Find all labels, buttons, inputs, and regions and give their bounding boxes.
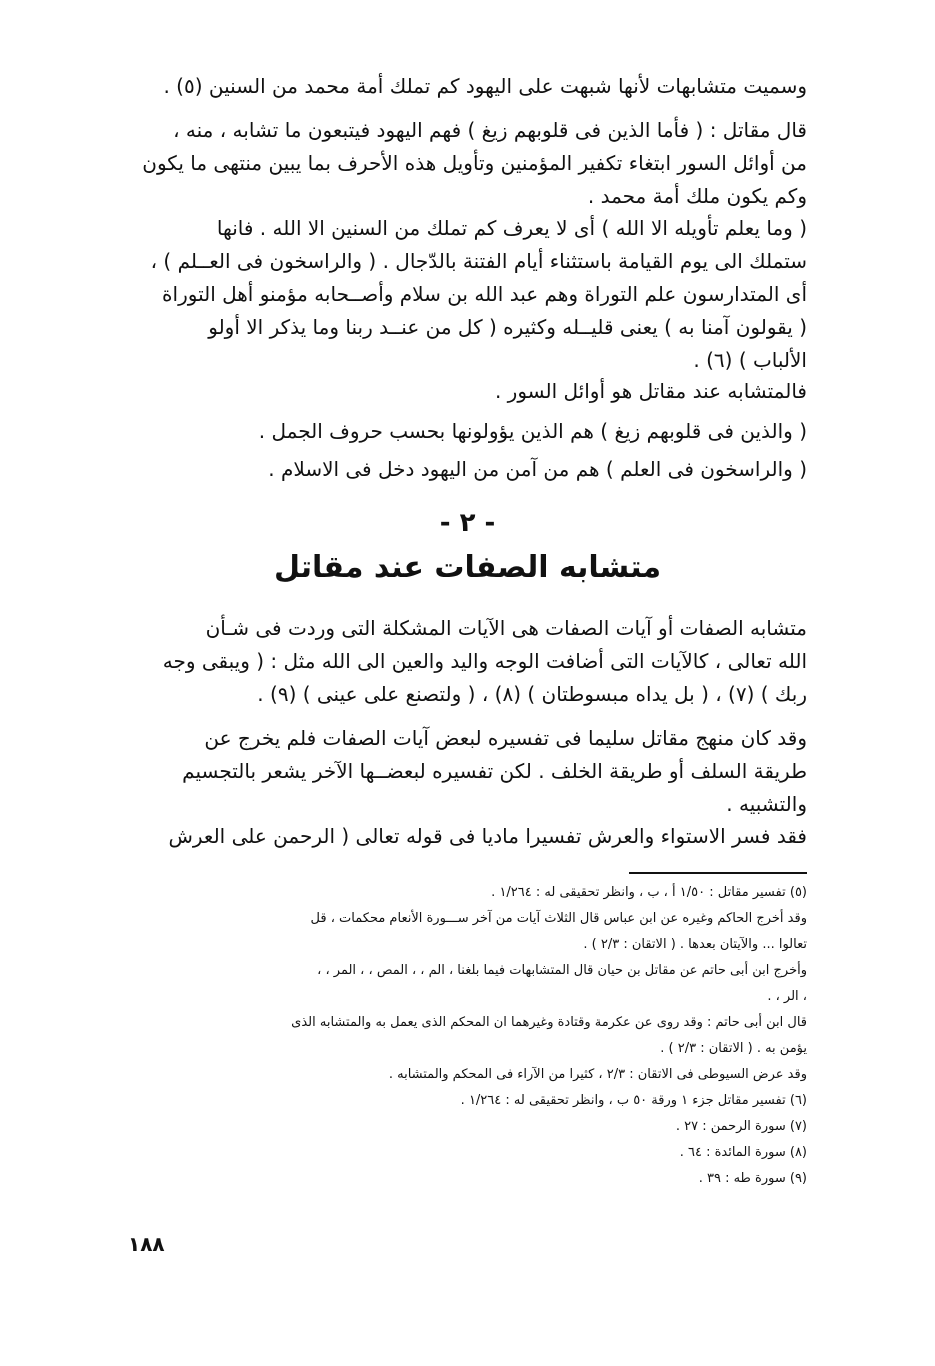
text-line: ( والذين فى قلوبهم زيغ ) هم الذين يؤولونها بحسب حروف الجمل . — [258, 419, 807, 443]
footnote: (٧) سورة الرحمن : ٢٧ . — [675, 1119, 807, 1134]
paragraph-method — [78, 722, 807, 821]
paragraph-summary-3 — [150, 453, 807, 486]
text-line: طريقة السلف أو طريقة الخلف . لكن تفسيره لبعضــها الآخر يشعر بالتجسيم — [182, 759, 807, 783]
text-line: فالمتشابه عند مقاتل هو أوائل السور . — [494, 379, 807, 403]
text-line: والتشبيه . — [726, 792, 807, 816]
section-title: متشابه الصفات عند مقاتل — [273, 550, 662, 585]
footnote: وقد عرض السيوطى فى الاتقان : ٢/٣ ، كثيرا من الآراء فى المحكم والمتشابه . — [388, 1067, 807, 1082]
section-number: - ٢ - — [439, 508, 496, 538]
paragraph-tawil — [78, 212, 807, 377]
paragraph-sifat-definition — [78, 612, 807, 711]
text-line: الله تعالى ، كالآيات التى أضافت الوجه واليد والعين الى الله مثل : ( ويبقى وجه — [162, 649, 807, 673]
text-line: ( يقولون آمنا به ) يعنى قليــله وكثيره ( كل من عنــد ربنا وما يذكر الا أولو — [208, 315, 807, 339]
text-line: متشابه الصفات أو آيات الصفات هى الآيات المشكلة التى وردت فى شـأن — [205, 616, 807, 640]
text-line: ستملك الى يوم القيامة باستثناء أيام الفتنة بالدّجال . ( والراسخون فى العــلم ) ، — [150, 249, 807, 273]
text-line: قال مقاتل : ( فأما الذين فى قلوبهم زيغ ) فهم اليهود فيتبعون ما تشابه ، منه ، — [173, 118, 807, 142]
page-number: ١٨٨ — [128, 1232, 165, 1256]
paragraph-summary-1 — [150, 375, 807, 408]
text-line: وكم يكون ملك أمة محمد . — [587, 184, 807, 208]
footnote: ، الر ، . — [767, 989, 807, 1004]
text-line: ( والراسخون فى العلم ) هم من آمن من اليهود دخل فى الاسلام . — [268, 457, 807, 481]
paragraph-intro — [78, 70, 807, 103]
text-line: أى المتدارسون علم التوراة وهم عبد الله بن سلام وأصــحابه مؤمنو أهل التوراة — [162, 282, 807, 306]
text-line: ربك ) (٧) ، ( بل يداه مبسوطتان ) (٨) ، ( ولتصنع على عينى ) (٩) . — [257, 682, 807, 706]
text-line: وسميت متشابهات لأنها شبهت على اليهود كم تملك أمة محمد من السنين (٥) . — [163, 74, 807, 98]
paragraph-summary-2 — [150, 415, 807, 448]
footnote-separator — [629, 872, 807, 874]
footnote: (٥) تفسير مقاتل : ١/٥٠ أ ، ب ، وانظر تحقيقى له : ١/٢٦٤ . — [491, 885, 807, 900]
text-line: ( وما يعلم تأويله الا الله ) أى لا يعرف كم تملك من السنين الا الله . فانها — [216, 216, 807, 240]
footnote: وأخرج ابن أبى حاتم عن مقاتل بن حيان قال المتشابهات فيما بلغنا ، الم ، ، المص ، ، المر ، ، — [317, 963, 807, 978]
footnote: تعالوا ... والآيتان بعدها . ( الاتقان : ٢/٣ ) . — [583, 937, 807, 952]
text-line: من أوائل السور ابتغاء تكفير المؤمنين وتأويل هذه الأحرف بما يبين منتهى ما يكون — [142, 151, 807, 175]
footnotes — [78, 880, 807, 1192]
text-line: فقد فسر الاستواء والعرش تفسيرا ماديا فى قوله تعالى ( الرحمن على العرش — [168, 824, 807, 848]
footnote: وقد أخرج الحاكم وغيره عن ابن عباس قال الثلاث آيات من آخر ســـورة الأنعام محكمات ، قل — [310, 911, 807, 926]
footnote: (٨) سورة المائدة : ٦٤ . — [679, 1145, 807, 1160]
paragraph-istiwa — [78, 820, 807, 853]
footnote: قال ابن أبى حاتم : وقد روى عن عكرمة وقتادة وغيرهما ان المحكم الذى يعمل به والمتشابه الذى — [291, 1015, 807, 1030]
footnote: (٩) سورة طه : ٣٩ . — [698, 1171, 807, 1186]
footnote: (٦) تفسير مقاتل جزء ١ ورقة ٥٠ ب ، وانظر تحقيقى له : ١/٢٦٤ . — [460, 1093, 807, 1108]
footnote: يؤمن به . ( الاتقان : ٢/٣ ) . — [660, 1041, 807, 1056]
text-line: الألباب ) (٦) . — [693, 348, 807, 372]
text-line: وقد كان منهج مقاتل سليما فى تفسيره لبعض آيات الصفات فلم يخرج عن — [204, 726, 807, 750]
paragraph-muqatil-quote — [78, 114, 807, 213]
